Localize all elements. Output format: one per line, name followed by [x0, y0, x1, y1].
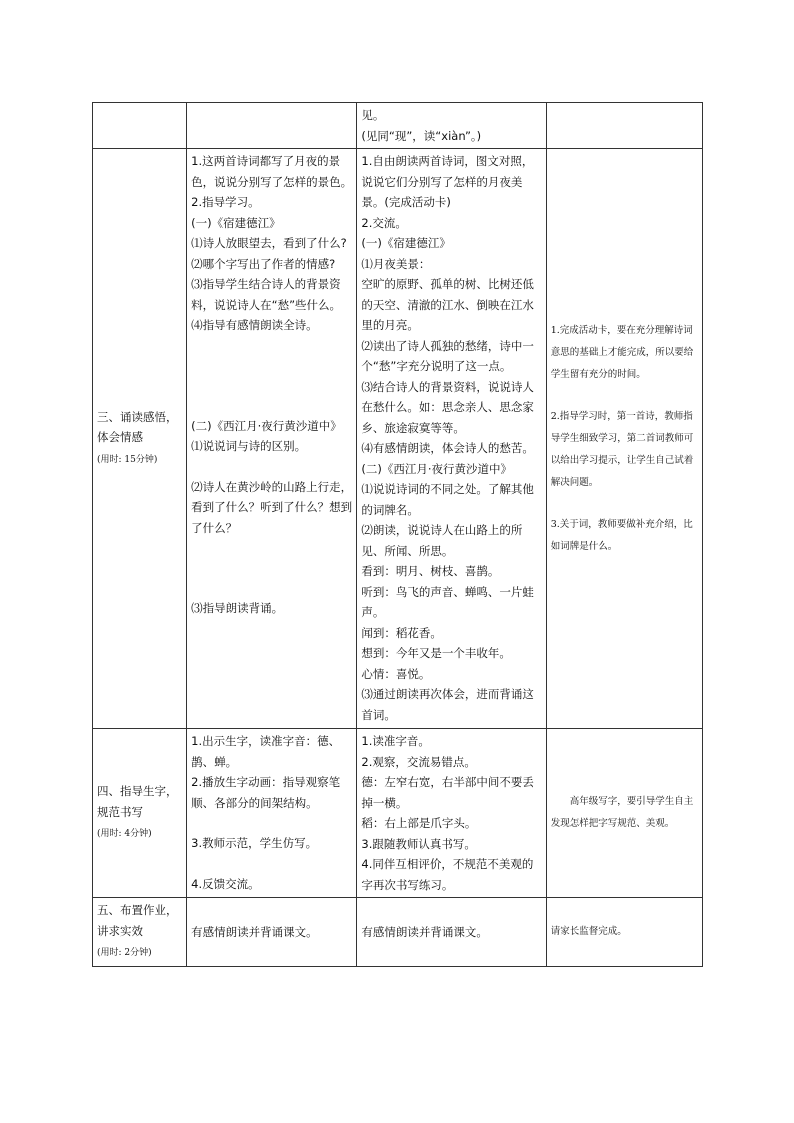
teacher-line: 3.教师示范，学生仿写。 — [191, 836, 318, 850]
stage-time: (用时: 15分钟) — [97, 454, 158, 465]
student-line: ⑴说说诗词的不同之处。了解其他的词牌名。 — [361, 482, 534, 517]
student-line: 看到：明月、树枝、喜鹊。 — [361, 564, 500, 578]
stage-cell — [93, 149, 187, 729]
student-activity-cell — [357, 898, 546, 967]
student-line: ⑵朗读，说说诗人在山路上的所见、所闻、所思。 — [361, 523, 523, 558]
student-line: 2.观察，交流易错点。 — [361, 754, 476, 769]
student-line: ⑶通过朗读再次体会，进而背诵这首词。 — [361, 687, 534, 722]
student-line: 空旷的原野、孤单的树、比树还低的天空、清澈的江水、倒映在江水里的月亮。 — [361, 277, 534, 332]
teacher-line: 2.指导学习。 — [191, 195, 260, 209]
table-row — [93, 149, 703, 729]
lesson-plan-table — [92, 102, 703, 967]
teacher-line: ⑴诗人放眼望去，看到了什么? — [191, 236, 347, 250]
student-line: 见。 — [361, 108, 385, 122]
student-line: 4.同伴互相评价，不规范不美观的字再次书写练习。 — [361, 857, 534, 892]
teacher-line: ⑶指导朗读背诵。 — [191, 601, 284, 615]
design-note: 请家长监督完成。 — [550, 925, 627, 937]
student-line: 心情：喜悦。 — [361, 666, 431, 681]
teacher-activity-cell — [187, 898, 357, 967]
student-line: (一)《宿建德江》 — [361, 236, 451, 250]
teacher-line: 1.出示生字，读准字音：德、鹊、蝉。 — [191, 734, 341, 769]
student-line: 有感情朗读并背诵课文。 — [361, 924, 488, 939]
teacher-line: 2.播放生字动画：指导观察笔顺、各部分的间架结构。 — [191, 775, 341, 810]
stage-name: 四、指导生字，规范书写 — [97, 784, 178, 819]
design-note: 高年级写字，要引导学生自主发现怎样把字写规范、美观。 — [550, 796, 694, 829]
student-line: 想到：今年又是一个丰收年。 — [361, 646, 511, 660]
teacher-line: ⑵哪个字写出了作者的情感? — [191, 256, 336, 271]
teacher-activity-cell — [187, 729, 357, 898]
teacher-line: 有感情朗读并背诵课文。 — [191, 924, 318, 939]
stage-name: 三、诵读感悟，体会情感 — [97, 409, 178, 445]
student-line: 稻：右上部是爪字头。 — [361, 816, 477, 830]
stage-cell — [93, 898, 187, 967]
teacher-activity-cell — [187, 103, 357, 149]
student-line: (二)《西江月·夜行黄沙道中》 — [361, 461, 513, 476]
student-line: 3.跟随教师认真书写。 — [361, 836, 476, 851]
table-row — [93, 103, 703, 149]
design-note-cell — [546, 149, 702, 729]
design-note: 2.指导学习时，第一首诗，教师指导学生细致学习，第二首词教师可以给出学习提示，让学生自己试着解决问题。 — [550, 410, 694, 488]
design-note: 1.完成活动卡，要在充分理解诗词意思的基础上才能完成，所以要给学生留有充分的时间。 — [550, 324, 694, 380]
student-activity-cell — [357, 149, 546, 729]
design-note-cell — [546, 729, 702, 898]
stage-cell — [93, 103, 187, 149]
student-line: 闻到：稻花香。 — [361, 625, 442, 640]
table-row — [93, 898, 703, 967]
teacher-line: (一)《宿建德江》 — [191, 215, 281, 230]
student-line: ⑷有感情朗读，体会诗人的愁苦。 — [361, 441, 534, 455]
stage-cell — [93, 729, 187, 898]
teacher-line: 1.这两首诗词都写了月夜的景色，说说分别写了怎样的景色。 — [191, 154, 353, 189]
student-line: (见同“现”，读“xiàn”。) — [361, 128, 482, 143]
stage-time: (用时: 4分钟) — [97, 829, 152, 840]
student-line: ⑴月夜美景： — [361, 256, 431, 271]
student-line: 听到：鸟飞的声音、蝉鸣、一片蛙声。 — [361, 584, 534, 619]
stage-name: 五、布置作业，讲求实效 — [97, 903, 178, 938]
student-activity-cell — [357, 103, 546, 149]
student-line: ⑵读出了诗人孤独的愁绪，诗中一个“愁”字充分说明了这一点。 — [361, 338, 534, 373]
teacher-line: ⑶指导学生结合诗人的背景资料，说说诗人在“愁”些什么。 — [191, 277, 342, 312]
stage-time: (用时: 2分钟) — [97, 948, 152, 958]
design-note-cell — [546, 898, 702, 967]
student-line: ⑶结合诗人的背景资料，说说诗人在愁什么。如：思念亲人、思念家乡、旅途寂寞等等。 — [361, 379, 534, 435]
student-activity-cell — [357, 729, 546, 898]
design-note-cell — [546, 103, 702, 149]
teacher-line: ⑷指导有感情朗读全诗。 — [191, 318, 318, 332]
teacher-line: 4.反馈交流。 — [191, 876, 260, 891]
student-line: 1.读准字音。 — [361, 734, 430, 748]
student-line: 德：左窄右宽，右半部中间不要丢掉一横。 — [361, 775, 534, 810]
teacher-line: ⑴说说词与诗的区别。 — [191, 439, 307, 453]
teacher-line: (二)《西江月·夜行黄沙道中》 — [191, 418, 342, 433]
design-note: 3.关于词，教师要做补充介绍，比如词牌是什么。 — [550, 518, 693, 552]
teacher-line: ⑵诗人在黄沙岭的山路上行走，看到了什么？听到了什么？想到了什么？ — [191, 479, 353, 535]
teacher-activity-cell — [187, 149, 357, 729]
student-line: 1.自由朗读两首诗词，图文对照，说说它们分别写了怎样的月夜美景。(完成活动卡) — [361, 154, 534, 209]
student-line: 2.交流。 — [361, 215, 407, 230]
table-row — [93, 729, 703, 898]
